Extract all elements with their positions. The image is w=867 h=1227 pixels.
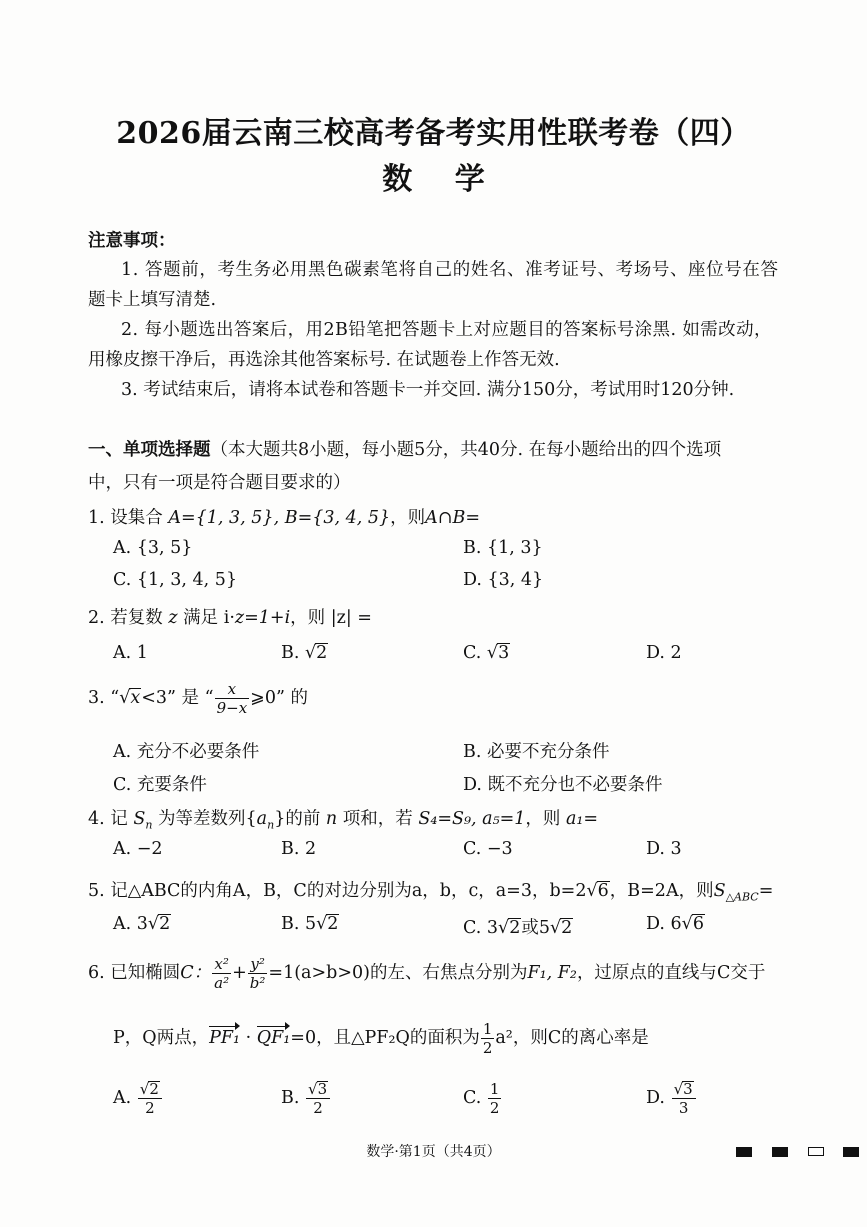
notice-heading: 注意事项： (88, 231, 176, 251)
q3-tail: ⩾0” 的 (250, 688, 308, 708)
q6-option-b-frac: $\frac{√3}{2}$ (306, 1080, 330, 1117)
page-footer: 数学·第1页（共4页） (366, 1144, 501, 1160)
section-desc-2: 中，只有一项是符合题目要求的） (88, 473, 351, 493)
notice-item-2-cont: 用橡皮擦干净后，再选涂其他答案标号. 在试题卷上作答无效. (88, 350, 560, 370)
section-title: 一、单项选择题 (88, 440, 211, 460)
q5-text-b: ，B=2A，则 (609, 881, 714, 901)
q3-option-c: C. 充要条件 (113, 775, 207, 795)
q6-half-den: 2 (482, 1039, 493, 1057)
q6-condition: =1(a>b>0)的左、右焦点分别为 (268, 963, 528, 983)
q6-option-d (646, 1080, 697, 1117)
q4-text5: ，则 (525, 809, 561, 829)
q3-prefix: 3. “ (88, 688, 120, 708)
q4-s-sub: n (145, 818, 153, 832)
scan-mark-4 (843, 1147, 859, 1157)
q3-radicand: x (130, 688, 141, 708)
q4-text3: }的前 (274, 809, 321, 829)
q6-option-a-den: 2 (145, 1099, 155, 1117)
q5-area-symbol: S (713, 881, 726, 901)
q6-option-c-frac (488, 1080, 502, 1117)
q1-set-a: A={1, 3, 5}, (168, 508, 285, 528)
q5-area-sub: △ABC (725, 890, 759, 904)
q6-option-b (281, 1080, 331, 1117)
q5-option-c-label: C. 3 (463, 918, 499, 938)
q5-option-b-radicand: 2 (327, 914, 339, 934)
q2-option-c-label: C. (463, 643, 487, 663)
q6-vector-pf1: PF₁ (209, 1028, 241, 1048)
q6-curve: C： (180, 963, 212, 983)
q2-post: ，则 |z| = (290, 608, 372, 628)
q4-option-c: C. −3 (463, 839, 513, 859)
q6-option-a-label: A. (113, 1088, 132, 1108)
q6-line2b: =0，且△PF₂Q的面积为 (290, 1028, 480, 1048)
q5-option-b-label: B. 5 (281, 914, 317, 934)
q1-option-a: A. {3, 5} (113, 538, 193, 558)
question-6-line-2 (113, 1020, 649, 1057)
scan-mark-3 (808, 1147, 824, 1156)
q5-option-a-radicand: 2 (159, 914, 171, 934)
q6-option-b-label: B. (281, 1088, 300, 1108)
q6-post: ，过原点的直线与 (576, 963, 717, 983)
notice-item-3: 3. 考试结束后，请将本试卷和答题卡一并交回. 满分150分，考试用时120分钟. (121, 380, 735, 400)
q1-option-d: D. {3, 4} (463, 570, 544, 590)
question-3: 3. “√x<3” 是 “ $\frac{x}{9-x}$ ⩾0” 的 (88, 680, 308, 717)
q3-option-b: B. 必要不充分条件 (463, 742, 610, 762)
scan-mark-2 (772, 1147, 788, 1157)
q1-post: ，则 (390, 508, 426, 528)
q6-yden: b² (249, 974, 266, 992)
q5-option-c-radicand-2: 2 (561, 918, 573, 938)
q5-option-c-mid: 或5 (521, 918, 550, 938)
q4-text4: 项和，若 (342, 809, 413, 829)
q2-option-b-label: B. (281, 643, 305, 663)
q5-option-c-radicand-1: 2 (509, 918, 521, 938)
q2-option-a: A. 1 (113, 643, 148, 663)
q3-numerator: x (215, 680, 250, 699)
q5-option-a: A. 3√2 (113, 914, 171, 934)
q6-frac-y (248, 955, 268, 992)
q3-option-d: D. 既不充分也不必要条件 (463, 775, 663, 795)
q6-option-b-radicand: 3 (317, 1080, 328, 1098)
q6-option-c-label: C. (463, 1088, 482, 1108)
q1-prefix: 1. 设集合 (88, 508, 163, 528)
q4-prefix: 4. 记 (88, 809, 128, 829)
q2-option-b: B. √2 (281, 643, 328, 663)
q4-condition: S₄=S₉, a₅=1 (418, 809, 526, 829)
q4-option-a: A. −2 (113, 839, 163, 859)
q6-vector-qf1: QF₁ (256, 1028, 291, 1048)
q2-option-c: C. √3 (463, 643, 510, 663)
q3-condition: <3” 是 “ (141, 688, 214, 708)
q3-denominator: 9−x (216, 699, 248, 717)
q6-option-a (113, 1080, 163, 1117)
q4-a: a (256, 809, 268, 829)
q4-text2: 为等差数列{ (158, 809, 257, 829)
q5-option-d-label: D. 6 (646, 914, 682, 934)
q6-xden: a² (214, 974, 230, 992)
q6-prefix: 6. 已知椭圆 (88, 963, 181, 983)
q2-mid: 满足 i· (183, 608, 235, 628)
q6-option-c (463, 1080, 502, 1117)
q5-option-d: D. 6√6 (646, 914, 704, 934)
q6-half-num: 1 (482, 1020, 493, 1038)
q6-foci: F₁, F₂ (527, 963, 577, 983)
q3-fraction (215, 680, 250, 717)
q6-post2: C交于 (716, 963, 766, 983)
q5-option-d-radicand: 6 (692, 914, 704, 934)
q6-option-a-radicand: 2 (149, 1080, 159, 1098)
question-6 (88, 955, 765, 992)
question-5: 5. 记△ABC的内角A，B，C的对边分别为a，b，c，a=3，b=2√6，B=2A，则$S_{\triangle ABC}=$ (88, 881, 774, 904)
q6-option-d-frac: $\frac{√3}{3}$ (672, 1080, 696, 1117)
question-1 (88, 504, 480, 529)
q6-dot: · (240, 1028, 257, 1048)
subject-title: 数 学 (382, 162, 485, 197)
q1-option-c: C. {1, 3, 4, 5} (113, 570, 238, 590)
notice-item-2: 2. 每小题选出答案后，用2B铅笔把答题卡上对应题目的答案标号涂黑. 如需改动， (121, 320, 772, 340)
exam-title: 2026届云南三校高考备考实用性联考卷（四） (116, 116, 751, 151)
section-heading (88, 436, 721, 461)
q6-xnum: x² (212, 955, 231, 974)
q4-s: S (133, 809, 146, 829)
question-2 (88, 604, 372, 629)
q6-option-c-num: 1 (489, 1080, 500, 1098)
q6-option-b-den: 2 (313, 1099, 323, 1117)
q6-half (481, 1020, 495, 1057)
q2-prefix: 2. 若复数 (88, 608, 163, 628)
q5-text: 5. 记△ABC的内角A，B，C的对边分别为a，b，c，a=3，b=2 (88, 881, 587, 901)
q1-expression: A∩B= (425, 508, 480, 528)
q5-option-b: B. 5√2 (281, 914, 339, 934)
q5-radicand: 6 (597, 881, 609, 901)
q6-option-d-den: 3 (678, 1099, 689, 1117)
scan-mark-1 (736, 1147, 752, 1157)
q2-option-d: D. 2 (646, 643, 682, 663)
q6-ynum: y² (248, 955, 268, 974)
q5-option-a-label: A. 3 (113, 914, 148, 934)
q6-option-c-den: 2 (489, 1099, 500, 1117)
q2-option-c-radicand: 3 (498, 643, 510, 663)
q4-option-b: B. 2 (281, 839, 317, 859)
q2-option-b-radicand: 2 (316, 643, 328, 663)
q6-option-a-frac: $\frac{√2}{2}$ (138, 1080, 162, 1117)
notice-item-1-cont: 题卡上填写清楚. (88, 290, 217, 310)
question-4 (88, 805, 598, 832)
q1-option-b: B. {1, 3} (463, 538, 543, 558)
notice-item-1: 1. 答题前，考生务必用黑色碳素笔将自己的姓名、准考证号、考场号、座位号在答 (121, 260, 779, 280)
q6-plus: + (232, 963, 247, 983)
q4-ask: a₁= (565, 809, 599, 829)
q2-var: z (168, 608, 178, 628)
q2-equation: z=1+i (234, 608, 291, 628)
q1-set-b: B={3, 4, 5} (284, 508, 391, 528)
q5-option-c: C. 3√2或5√2 (463, 918, 573, 938)
q6-line2a: P，Q两点， (113, 1028, 210, 1048)
q4-option-d: D. 3 (646, 839, 682, 859)
q6-line2c: a²，则C的离心率是 (495, 1028, 649, 1048)
q4-n: n (325, 809, 338, 829)
q6-option-d-label: D. (646, 1088, 665, 1108)
q5-eq: = (758, 881, 774, 901)
q4-a-sub: n (267, 818, 275, 832)
section-desc-1: （本大题共8小题，每小题5分，共40分. 在每小题给出的四个选项 (210, 440, 722, 460)
q6-option-d-radicand: 3 (683, 1080, 693, 1098)
q3-option-a: A. 充分不必要条件 (113, 742, 260, 762)
q6-frac-x (212, 955, 231, 992)
